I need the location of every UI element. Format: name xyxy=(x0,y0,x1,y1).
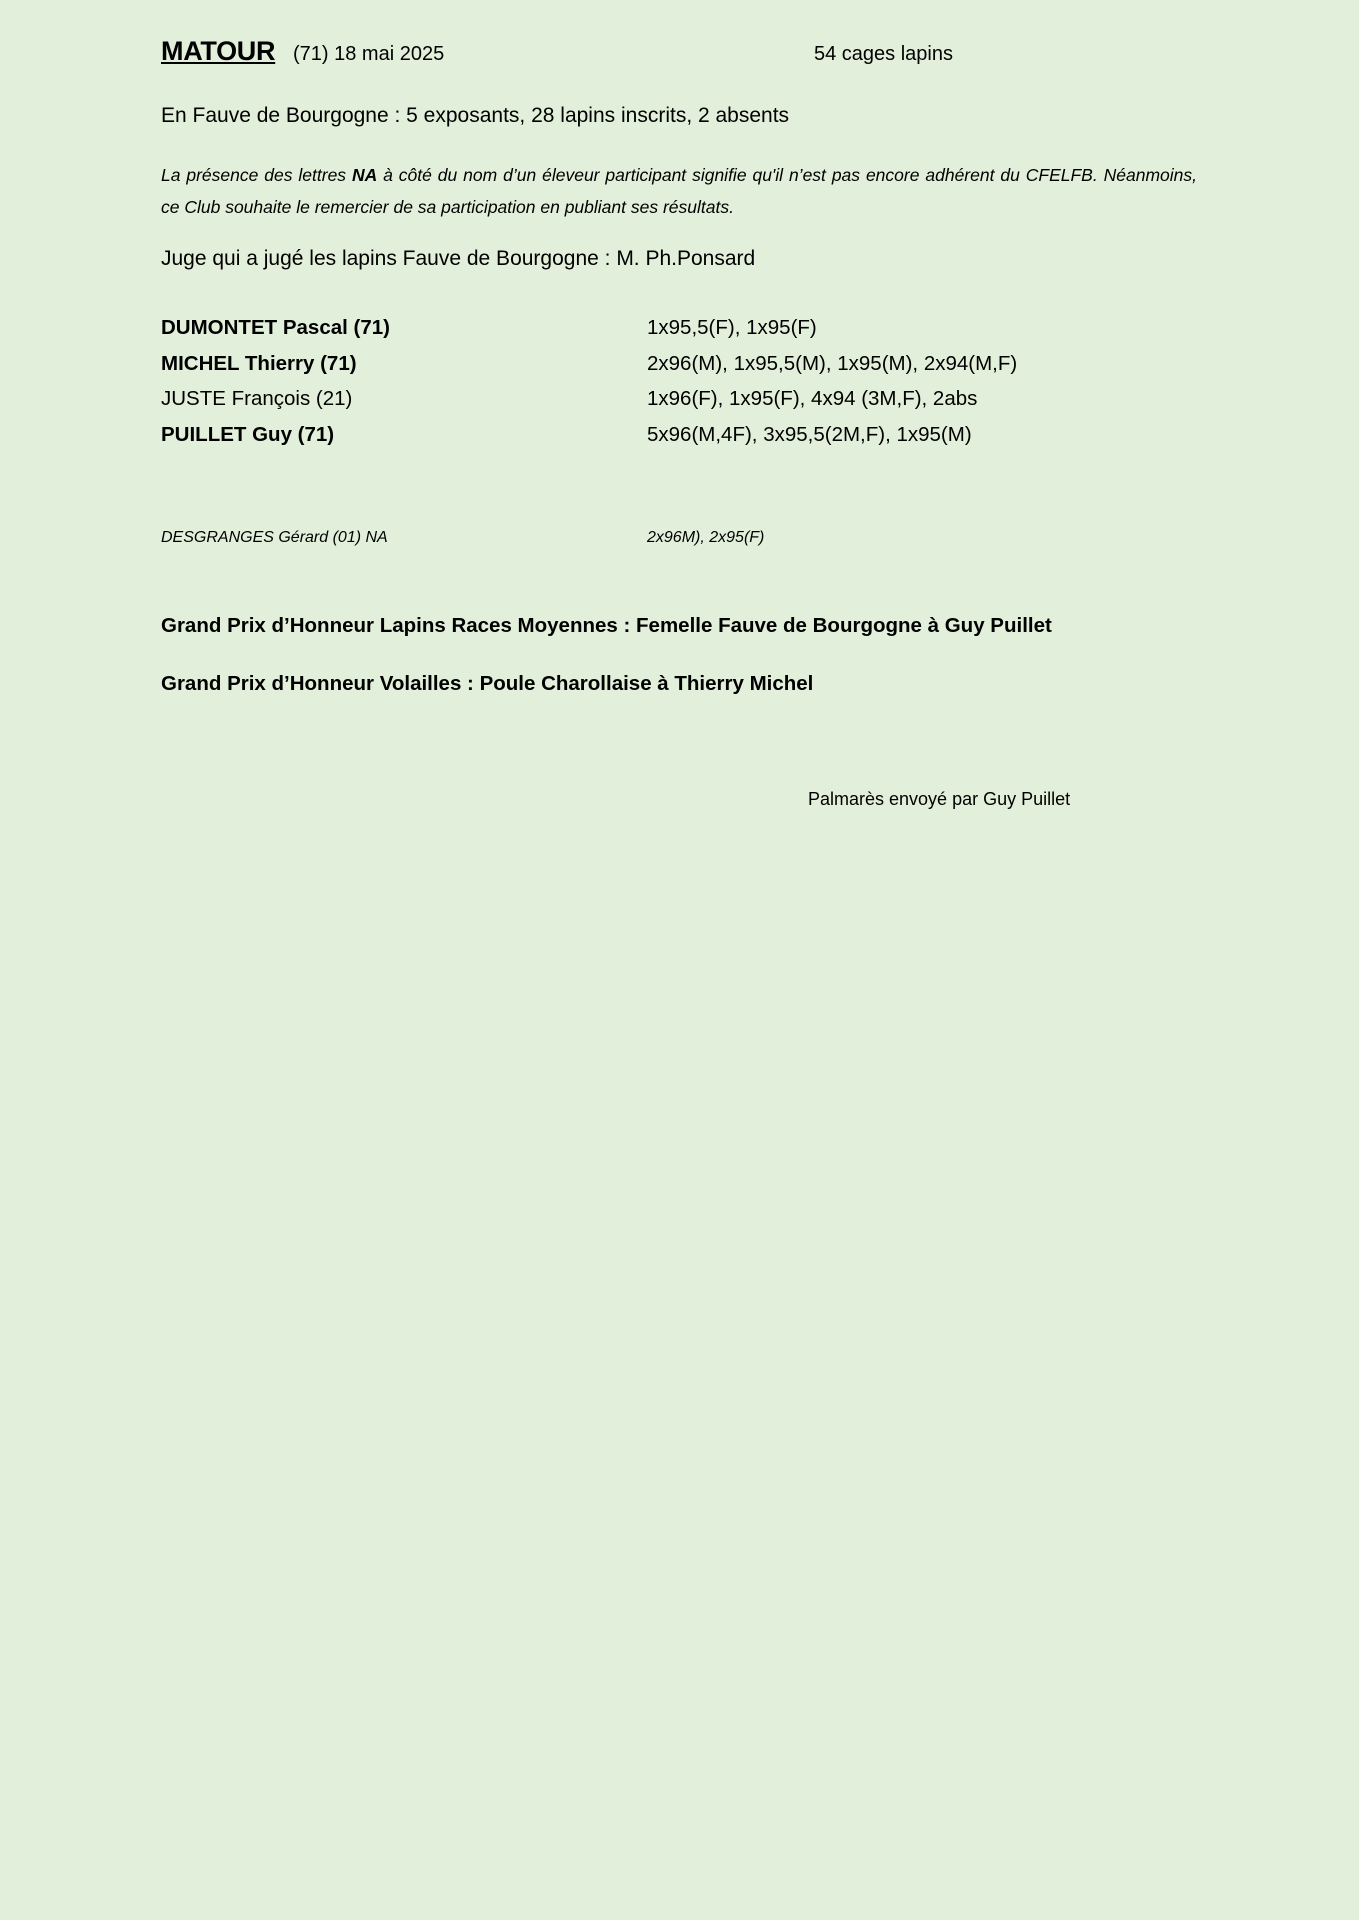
show-date: (71) 18 mai 2025 xyxy=(293,43,445,65)
breeder-name: MICHEL Thierry (71) xyxy=(161,351,357,375)
result-row xyxy=(161,387,1201,423)
breeder-scores: 5x96(M,4F), 3x95,5(2M,F), 1x95(M) xyxy=(647,422,972,446)
breeder-name: JUSTE François (21) xyxy=(161,387,353,410)
result-row xyxy=(161,352,1201,388)
breeder-name: PUILLET Guy (71) xyxy=(161,422,335,446)
na-explanation-note xyxy=(161,159,1197,223)
non-member-name: DESGRANGES Gérard (01) NA xyxy=(161,529,388,546)
grand-prize-poultry: Grand Prix d’Honneur Volailles : Poule Charollaise à Thierry Michel xyxy=(161,672,814,695)
grand-prize-rabbits: Grand Prix d’Honneur Lapins Races Moyennes : Femelle Fauve de Bourgogne à Guy Puillet xyxy=(161,614,1052,637)
non-member-result-row xyxy=(161,529,1201,553)
breeder-name: DUMONTET Pascal (71) xyxy=(161,316,390,339)
breeder-scores: 1x96(F), 1x95(F), 4x94 (3M,F), 2abs xyxy=(647,387,978,410)
note-text-before: La présence des lettres xyxy=(161,165,352,185)
result-row xyxy=(161,316,1201,352)
results-list xyxy=(161,316,1201,458)
breeder-scores: 1x95,5(F), 1x95(F) xyxy=(647,316,817,339)
breed-summary: En Fauve de Bourgogne : 5 exposants, 28 lapins inscrits, 2 absents xyxy=(161,104,790,127)
note-text-after: à côté du nom d’un éleveur participant signifie qu'il n’est pas encore adhérent du CFELFB. Néanmoins, ce Club souhaite le remercier de sa participation en publiant ses résultats. xyxy=(161,165,1197,217)
cage-count: 54 cages lapins xyxy=(814,43,953,65)
breeder-scores: 2x96(M), 1x95,5(M), 1x95(M), 2x94(M,F) xyxy=(647,351,1018,375)
document-header xyxy=(161,34,1201,74)
judge-line: Juge qui a jugé les lapins Fauve de Bourgogne : M. Ph.Ponsard xyxy=(161,247,756,270)
show-town: MATOUR xyxy=(161,36,276,66)
non-member-scores: 2x96M), 2x95(F) xyxy=(647,529,765,546)
result-row xyxy=(161,423,1201,459)
sender-credit: Palmarès envoyé par Guy Puillet xyxy=(808,789,1071,809)
note-na-emphasis: NA xyxy=(351,165,378,185)
